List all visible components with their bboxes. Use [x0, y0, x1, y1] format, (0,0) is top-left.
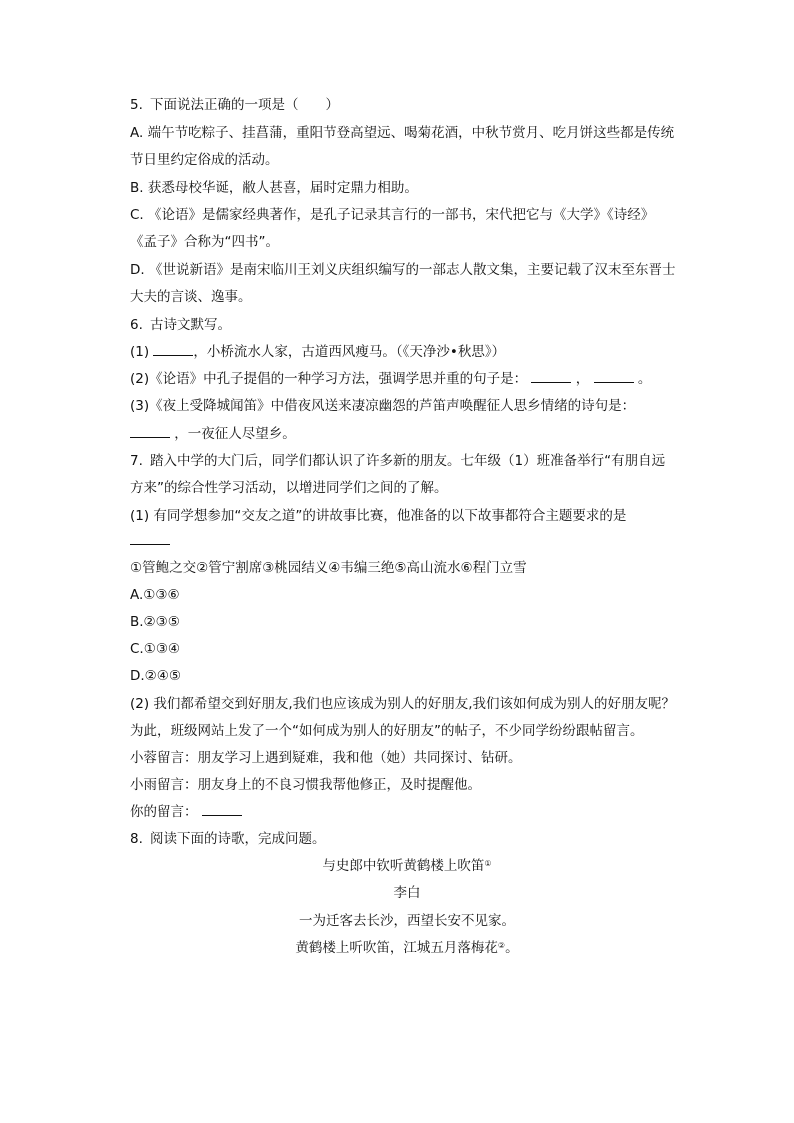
- q5-option-a: A. 端午节吃粽子、挂菖蒲，重阳节登高望远、喝菊花酒，中秋节赏月、吃月饼这些都是传统: [130, 125, 675, 141]
- footnote-marker: ①: [484, 859, 492, 868]
- poem-line-1: 一为迁客去长沙，西望长安不见家。: [299, 913, 515, 929]
- q7-your-message-label: 你的留言：: [130, 804, 198, 820]
- q7-message-2: 小雨留言：朋友身上的不良习惯我帮他修正，及时提醒他。: [130, 777, 481, 793]
- q7-option-d: D.②④⑤: [130, 668, 181, 684]
- q6-part3-cont: [130, 424, 296, 444]
- q6-part1: [130, 342, 505, 362]
- poem-title: [0, 856, 794, 876]
- q7-stem: [130, 451, 665, 471]
- q5-stem-text: 下面说法正确的一项是（ ）: [150, 97, 339, 113]
- q5-option-b: B. 获悉母校华诞，敝人甚喜，届时定鼎力相助。: [130, 180, 418, 196]
- q5-stem: [130, 95, 339, 115]
- poem-author: 李白: [393, 885, 421, 901]
- q6-part3-text: ，一夜征人尽望乡。: [174, 426, 296, 442]
- q5-option-a-cont: 节日里约定俗成的活动。: [130, 152, 279, 168]
- question-number: 8.: [130, 831, 143, 847]
- question-number: 5.: [130, 97, 143, 113]
- q8-stem: [130, 829, 326, 849]
- q6-part2-sep: ，: [575, 371, 590, 387]
- q5-option-c: C. 《论语》是儒家经典著作，是孔子记录其言行的一部书，宋代把它与《大学》《诗经》: [130, 207, 655, 223]
- q5-option-d-cont: 大夫的言谈、逸事。: [130, 289, 252, 305]
- q6-part2: [130, 369, 651, 389]
- q7-stories: ①管鲍之交②管宁割席③桃园结义④韦编三绝⑤高山流水⑥程门立雪: [130, 560, 527, 576]
- q6-part1-text: ，小桥流水人家，古道西风瘦马。（《天净沙•秋思》）: [193, 344, 506, 360]
- footnote-marker: ②: [497, 941, 506, 950]
- q5-option-c-cont: 《孟子》合称为“四书”。: [130, 234, 279, 250]
- poem-line-2-text: 黄鹤楼上听吹笛，江城五月落梅花: [295, 940, 498, 956]
- q7-stem-text: 踏入中学的大门后，同学们都认识了许多新的朋友。七年级（1）班准备举行“有朋自远: [150, 453, 666, 469]
- q7-option-a: A.①③⑥: [130, 587, 180, 603]
- q7-part1-blank-line: [130, 531, 170, 551]
- answer-blank[interactable]: [130, 425, 170, 438]
- answer-blank[interactable]: [202, 803, 242, 816]
- answer-blank[interactable]: [531, 370, 571, 383]
- q6-part3: (3)《夜上受降城闻笛》中借夜风送来凄凉幽怨的芦笛声唤醒征人思乡情绪的诗句是：: [130, 398, 636, 414]
- poem-line-2-end: 。: [505, 940, 519, 956]
- poem-line-2: [0, 938, 794, 958]
- q7-part2-cont: 为此，班级网站上发了一个“如何成为别人的好朋友”的帖子，不少同学纷纷跟帖留言。: [130, 723, 644, 739]
- q7-option-c: C.①③④: [130, 641, 181, 657]
- question-number: 6.: [130, 317, 143, 333]
- q5-option-d: D. 《世说新语》是南宋临川王刘义庆组织编写的一部志人散文集，主要记载了汉末至东晋士: [130, 262, 676, 278]
- poem-title-text: 与史郎中钦听黄鹤楼上吹笛: [322, 858, 485, 874]
- q6-part2-end: 。: [637, 371, 652, 387]
- q6-stem: [130, 315, 231, 335]
- q7-stem-cont: 方来”的综合性学习活动，以增进同学们之间的了解。: [130, 480, 448, 496]
- answer-blank[interactable]: [594, 370, 634, 383]
- answer-blank[interactable]: [130, 532, 170, 545]
- q6-stem-text: 古诗文默写。: [150, 317, 231, 333]
- answer-blank[interactable]: [153, 343, 193, 356]
- q7-part1: (1) 有同学想参加“交友之道”的讲故事比赛，他准备的以下故事都符合主题要求的是: [130, 508, 627, 524]
- q8-stem-text: 阅读下面的诗歌，完成问题。: [150, 831, 326, 847]
- q7-message-1: 小蓉留言：朋友学习上遇到疑难，我和他（她）共同探讨、钻研。: [130, 750, 522, 766]
- q6-part2-text: (2)《论语》中孔子提倡的一种学习方法，强调学思并重的句子是：: [130, 371, 528, 387]
- q7-your-message: [130, 802, 242, 822]
- q7-option-b: B.②③⑤: [130, 614, 180, 630]
- q6-part1-label: (1): [130, 344, 154, 360]
- question-number: 7.: [130, 453, 143, 469]
- q7-part2: (2) 我们都希望交到好朋友,我们也应该成为别人的好朋友,我们该如何成为别人的好朋友呢？: [130, 696, 675, 712]
